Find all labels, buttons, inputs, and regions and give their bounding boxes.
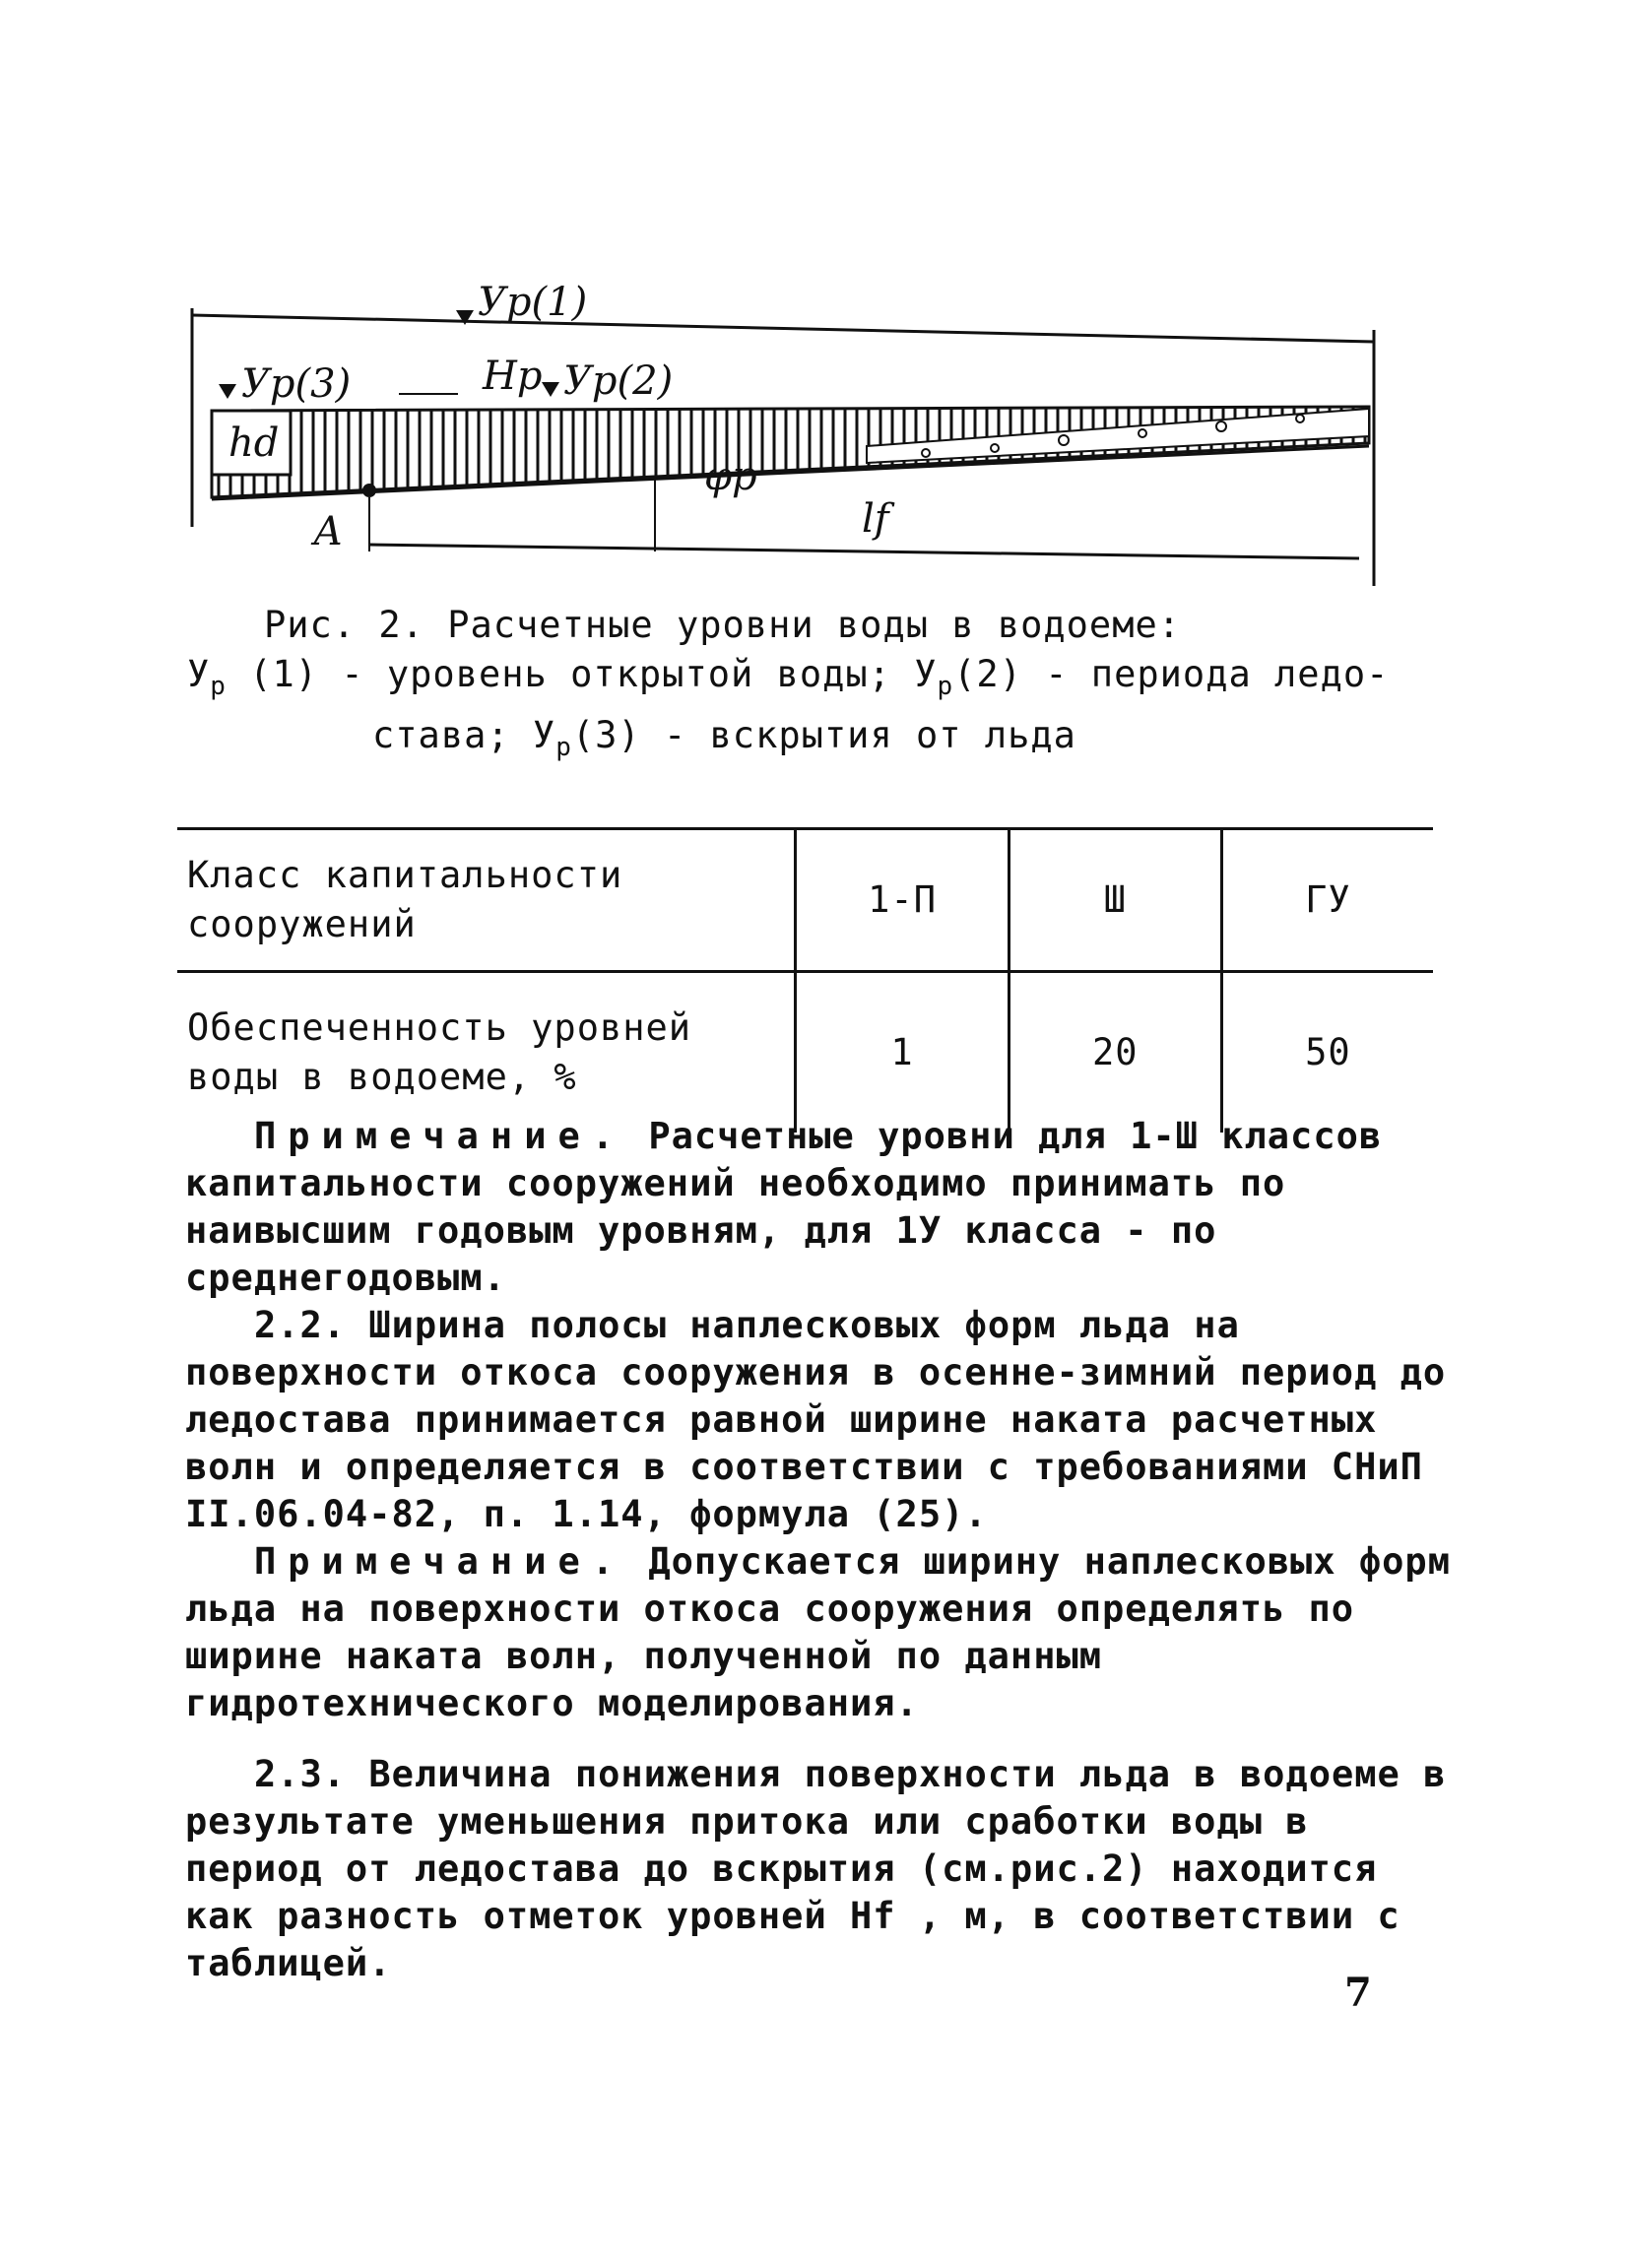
table-cell: 20	[1009, 972, 1221, 1134]
label-hp: Нр	[483, 354, 543, 399]
paragraph-2-3	[185, 1751, 1456, 1987]
label-yp2: Ур(2)	[563, 358, 674, 404]
caption-subscript: р	[937, 672, 954, 701]
note-2	[185, 1538, 1456, 1727]
figure-2	[177, 271, 1389, 596]
table-cell: ГУ	[1221, 829, 1433, 972]
caption-subscript: р	[210, 672, 227, 701]
caption-line-1: Рис. 2. Расчетные уровни воды в водоеме:	[264, 604, 1182, 646]
label-phi: φр	[704, 454, 757, 499]
caption-text: (1) - уровень открытой воды; У	[226, 653, 938, 695]
caption-line-2	[187, 650, 1495, 711]
page-number: 7	[1344, 1970, 1372, 2016]
caption-text: (2) - периода ледо-	[953, 653, 1390, 695]
table-header-cell: Обеспеченность уровней воды в водоеме, %	[177, 972, 796, 1134]
water-levels-diagram	[177, 271, 1389, 596]
caption-line-3	[372, 711, 1495, 772]
capital-class-table	[177, 827, 1433, 1133]
note-1	[185, 1113, 1456, 1302]
paragraph-text: , м, в соответствии с таблицей.	[185, 1895, 1400, 1984]
level-marker-3	[219, 384, 236, 399]
level-line-1	[192, 315, 1374, 342]
level-marker-2	[542, 382, 559, 397]
caption-subscript: р	[555, 733, 572, 762]
note-label: Примечание.	[254, 1540, 626, 1583]
paragraph-2-2: 2.2. Ширина полосы наплесковых форм льда на поверхности откоса сооружения в осенне-зимний период до ледостава принимается равной ширине наката расчетных волн и определяется в соответствии с требованиями СНиП II.06.04-82, п. 1.14, формула (25).	[185, 1304, 1447, 1535]
note-label: Примечание.	[254, 1115, 626, 1157]
formula-symbol: Нf	[850, 1895, 896, 1937]
table-cell: 1-П	[796, 829, 1009, 972]
table-cell: 1	[796, 972, 1009, 1134]
caption-text: (3) - вскрытия от льда	[571, 714, 1076, 756]
ice-sheet	[212, 407, 1369, 497]
caption-text: става; У	[372, 714, 556, 756]
note-text: Допускается ширину наплесковых форм льда на поверхности откоса сооружения определять по ширине наката волн, полученной по данным гидротехнического моделирования.	[185, 1540, 1451, 1724]
table-cell: Ш	[1009, 829, 1221, 972]
table-row	[177, 829, 1433, 972]
caption-text: У	[187, 653, 211, 695]
table-header-cell: Класс капитальности сооружений	[177, 829, 796, 972]
table-cell: 50	[1305, 1031, 1351, 1073]
point-a	[362, 484, 376, 497]
label-yp1: Ур(1)	[478, 280, 588, 325]
body-text	[185, 1113, 1456, 1987]
label-yp3: Ур(3)	[241, 361, 352, 407]
lf-dimension	[369, 545, 1359, 558]
label-lf: lf	[862, 496, 889, 542]
note-text: Расчетные уровни для 1-Ш классов капитальности сооружений необходимо принимать по наивысшим годовым уровням, для 1У класса - по среднегодовым.	[185, 1115, 1383, 1299]
label-hd: hd	[228, 421, 280, 466]
figure-caption	[187, 601, 1495, 772]
table-row	[177, 972, 1433, 1134]
label-a: А	[313, 509, 344, 554]
paragraph-text: 2.3. Величина понижения поверхности льда в водоеме в результате уменьшения притока или сработки воды в период от ледостава до вскрытия (см.рис.2) находится как разность отметок уровней	[185, 1753, 1447, 1937]
